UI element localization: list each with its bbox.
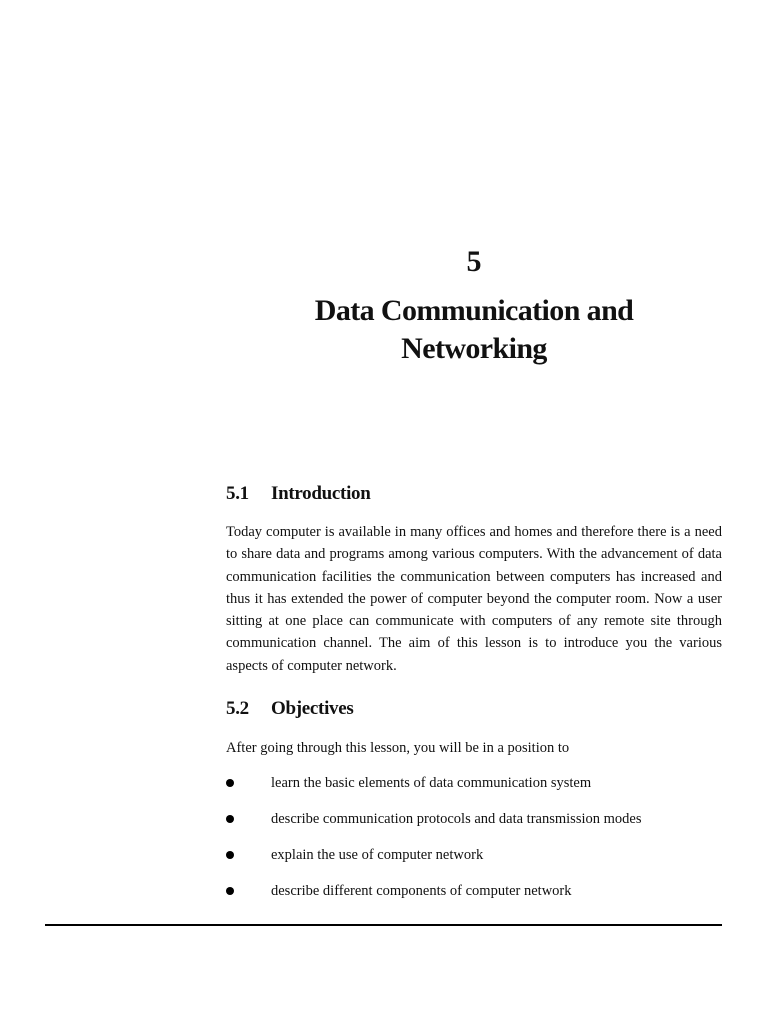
chapter-title [226, 292, 722, 368]
chapter-title-line-2: Networking [401, 332, 547, 365]
list-item-text: describe different components of computer network [271, 883, 572, 899]
bullet-icon [226, 815, 234, 823]
objectives-lead-text: After going through this lesson, you will be in a position to [226, 740, 570, 756]
section-heading-introduction [226, 482, 722, 506]
section-heading-objectives [226, 697, 722, 721]
objectives-list [226, 772, 722, 916]
list-item-text: explain the use of computer network [271, 847, 484, 863]
footer-divider [45, 924, 722, 926]
chapter-number: 5 [466, 245, 482, 278]
bullet-icon [226, 851, 234, 859]
section-title: Introduction [271, 483, 371, 504]
list-item [226, 772, 722, 808]
list-item-text: describe communication protocols and data transmission modes [271, 811, 642, 827]
list-item [226, 808, 722, 844]
chapter-title-line-1: Data Communication and [314, 294, 634, 327]
bullet-icon [226, 779, 234, 787]
list-item-text: learn the basic elements of data communication system [271, 775, 592, 791]
section-number: 5.2 [226, 698, 249, 719]
bullet-icon [226, 887, 234, 895]
list-item [226, 880, 722, 916]
section-number: 5.1 [226, 483, 249, 504]
section-title: Objectives [271, 698, 354, 719]
introduction-paragraph: Today computer is available in many offices and homes and therefore there is a need to share data and programs among various computers. With the advancement of data communication facilities the communication between computers has increased and thus it has extended the power of computer beyond the computer room. Now a user sitting at one place can communicate with computers of any remote site through communication channel. The aim of this lesson is to introduce you the various aspects of computer network. [226, 524, 722, 674]
list-item [226, 844, 722, 880]
